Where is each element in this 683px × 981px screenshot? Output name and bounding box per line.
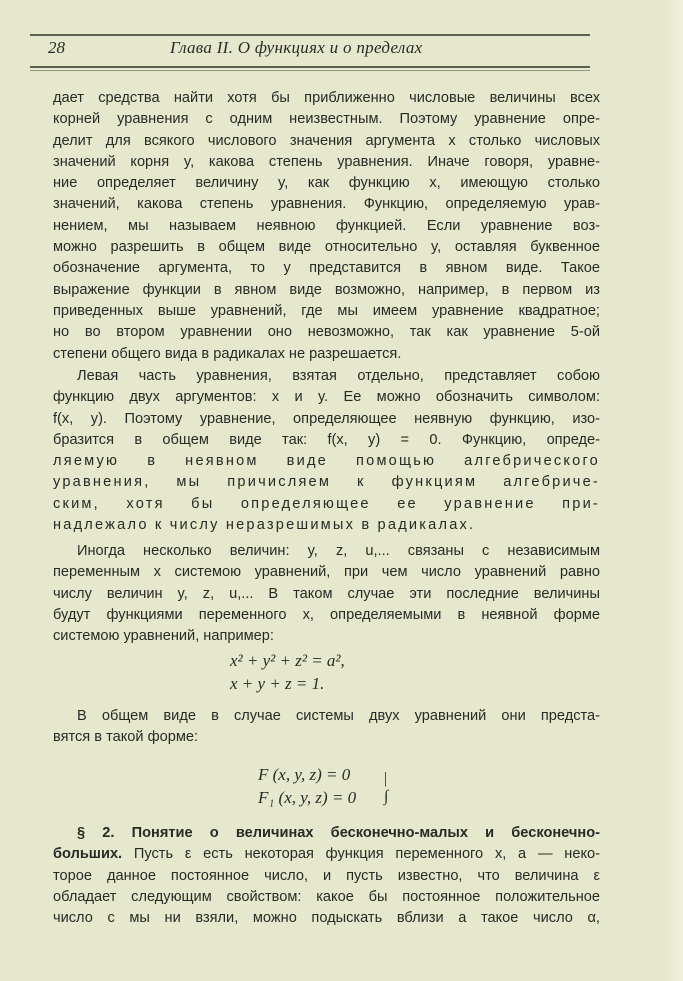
text-line-spaced: ляемую в неявном виде помощью алгебрического	[53, 453, 600, 470]
text-line: степени общего вида в радикалах не разрешается.	[53, 345, 402, 362]
text-line: Иногда несколько величин: y, z, u,... связаны с независимым	[77, 543, 600, 559]
text-line: переменным x системою уравнений, при чем число уравнений равно	[53, 564, 600, 581]
text-line-spaced: ским, хотя бы определяющее ее уравнение при-	[53, 495, 600, 512]
header-rule-bottom-thin	[30, 70, 590, 71]
text-line: делит для всякого числового значения аргумента x столько числовых	[53, 132, 600, 149]
text-line: но во втором уравнении оно невозможно, так как уравнение 5-ой	[53, 324, 600, 341]
text-line: приведенных выше уравнений, где мы имеем уравнение квадратное;	[53, 302, 600, 319]
text-line: можно разрешить в общем виде относительно y, оставляя буквенное	[53, 239, 600, 256]
text-line: дает средства найти хотя бы приближенно числовые величины всех	[53, 90, 600, 106]
text-line: f(x, y). Поэтому уравнение, определяющее неявную функцию, изо-	[53, 410, 600, 427]
text-line	[53, 844, 600, 865]
text-line: нением, мы называем неявною функцией. Если уравнение воз-	[53, 217, 600, 234]
text-line: функцию двух аргументов: x и y. Ее можно обозначить символом:	[53, 389, 600, 406]
text-line: обозначение аргумента, то y представится в явном виде. Такое	[53, 260, 600, 277]
text-line: системою уравнений, например:	[53, 628, 274, 645]
text-line: значений, какова степень уравнения. Функцию, определяемую урав-	[53, 196, 600, 213]
equation-F1	[258, 788, 356, 808]
section-heading: § 2. Понятие о величинах бесконечно-малых и бесконечно-	[77, 825, 600, 841]
equation-sphere: x² + y² + z² = a²,	[230, 651, 345, 670]
text-line: числу величин y, z, u,... В таком случае эти последние величины	[53, 585, 600, 602]
paragraph-2	[53, 366, 600, 536]
equation-F-text: F (x, y, z) = 0	[258, 765, 351, 784]
text-line-part: Пусть ε есть некоторая функция переменного x, a — неко-	[122, 846, 600, 863]
text-line: ние определяет величину y, как функцию x, имеющую столько	[53, 175, 600, 192]
running-head: Глава II. О функциях и о пределах	[170, 38, 423, 57]
text-line: бразится в общем виде так: f(x, y) = 0. Функцию, опреде-	[53, 431, 600, 448]
paragraph-3	[53, 541, 600, 647]
brace-bottom: ∫	[384, 788, 389, 805]
page-edge	[665, 0, 683, 981]
page-number: 28	[48, 38, 65, 57]
text-line: число c мы ни взяли, можно подыскать вблизи a такое число α,	[53, 910, 600, 927]
paragraph-4	[53, 706, 600, 749]
section-heading-cont: больших.	[53, 846, 123, 863]
text-line-spaced: надлежало к числу неразрешимых в радикалах.	[53, 517, 476, 534]
text-line-spaced: уравнения, мы причисляем к функциям алгебриче-	[53, 474, 600, 491]
text-line: значений корня y, какова степень уравнения. Иначе говоря, уравне-	[53, 153, 600, 170]
header-rule-bottom	[30, 66, 590, 68]
header-rule-top	[30, 34, 590, 36]
brace-top: |	[384, 770, 388, 787]
equation-plane: x + y + z = 1.	[230, 674, 325, 693]
text-line: торое данное постоянное число, и пусть известно, что величина ε	[53, 867, 600, 884]
text-line: вятся в такой форме:	[53, 729, 199, 746]
equation-F1-text: F₁ (x, y, z) = 0	[258, 788, 357, 807]
text-line: выражение функции в явном виде возможно, например, в первом из	[53, 281, 600, 298]
text-line: Левая часть уравнения, взятая отдельно, представляет собою	[77, 368, 600, 384]
text-line: В общем виде в случае системы двух уравнений они предста-	[77, 708, 600, 724]
text-line: корней уравнения с одним неизвестным. Поэтому уравнение опре-	[53, 111, 600, 128]
text-line: будут функциями переменного x, определяемыми в неявной форме	[53, 606, 600, 623]
equation-F	[258, 765, 350, 785]
text-line: обладает следующим свойством: какое бы постоянное положительное	[53, 888, 600, 905]
paragraph-1	[53, 88, 600, 365]
section-2	[53, 823, 600, 929]
